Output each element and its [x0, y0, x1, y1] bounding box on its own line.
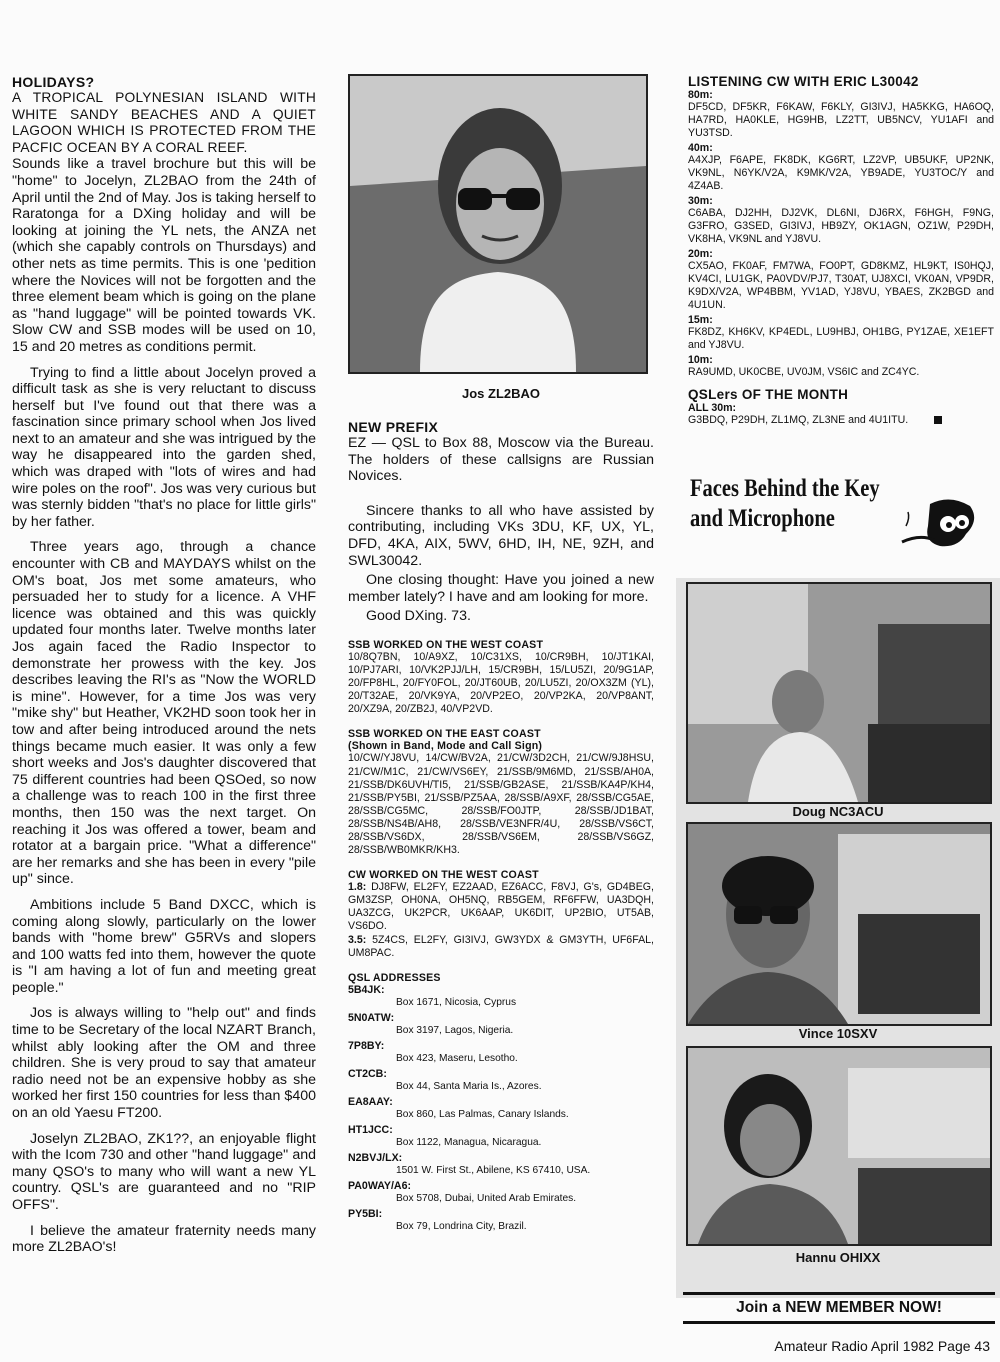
- cw-west-35: [348, 934, 654, 960]
- band-label: 20m:: [688, 248, 713, 260]
- ssb-east-heading: SSB WORKED ON THE EAST COAST: [348, 728, 541, 741]
- band-label: 3.5:: [348, 933, 367, 946]
- photo-doug: [686, 582, 992, 804]
- cw-west-18: [348, 881, 654, 933]
- new-prefix-heading: NEW PREFIX: [348, 419, 439, 435]
- qsl-address: Box 1671, Nicosia, Cyprus: [396, 996, 517, 1008]
- photo-hannu: [686, 1046, 992, 1246]
- qslers-heading: QSLers OF THE MONTH: [688, 387, 849, 402]
- band-label: 80m:: [688, 89, 713, 101]
- qsl-call: EA8AAY:: [348, 1095, 393, 1108]
- new-prefix-text: EZ — QSL to Box 88, Moscow via the Bureau. The holders of these callsigns are Russian Novices.: [348, 435, 654, 485]
- qsl-list: [348, 984, 654, 1233]
- photo-image: [688, 1048, 990, 1244]
- band-label: ALL 30m:: [688, 402, 737, 414]
- article-column-left: [12, 74, 316, 1265]
- band-calls: RA9UMD, UK0CBE, UV0JM, VS6IC and ZC4YC.: [688, 366, 920, 378]
- qsl-address: Box 860, Las Palmas, Canary Islands.: [396, 1108, 569, 1120]
- band-calls: A4XJP, F6APE, FK8DK, KG6RT, LZ2VP, UB5UKF, UP2NK, VK9NL, N6YK/V2A, K9MK/V2A, YB9ADE, YU3TOC/Y and 4Z4AB.: [688, 154, 994, 192]
- paragraph-4: Ambitions include 5 Band DXCC, which is coming along slowly, particularly on the lower bands with "home brew" G5RVs and slopers and 100 watts fed into them, however the quote is "I am having a lot of fun and meeting great people.": [12, 896, 316, 996]
- qslers-calls: G3BDQ, P29DH, ZL1MQ, ZL3NE and 4U1ITU.: [688, 414, 909, 426]
- faces-title: [690, 474, 990, 574]
- cw-west-18-calls: DJ8FW, EL2FY, EZ2AAD, EZ6ACC, F8VJ, G's, GD4BEG, GM3ZSP, OH0NA, OH5NQ, RB5GEM, RF6FFW, UA3DQH, UA3ZCG, UK2PCR, UK6AAP, UK6DIT, UP2BIO, UT5AB, VS6DO.: [348, 881, 654, 933]
- qsl-address: Box 423, Maseru, Lesotho.: [396, 1052, 518, 1064]
- end-mark-icon: [934, 416, 942, 424]
- photo-gallery: [676, 578, 1000, 1298]
- ssb-west-heading: SSB WORKED ON THE WEST COAST: [348, 638, 544, 651]
- intro-paragraph: Sounds like a travel brochure but this will be "home" to Jocelyn, ZL2BAO from the 24th of April until the 2nd of May. Jos is taking herself to Raratonga for a DXing holiday and will be looking at joining the YL nets, the ANZA net (which she capably controls on Thursdays) and other nets as time permits. This is one 'pedition where the Novices will not be forgotten and the three element beam which is going on the plane as "hand luggage" will be pointed towards VK. Slow CW and SSB modes will be used on 10, 15 and 20 metres as conditions permit.: [12, 156, 316, 355]
- join-banner: Join a NEW MEMBER NOW!: [683, 1292, 995, 1324]
- band-calls: CX5AO, FK0AF, FM7WA, FO0PT, GD8KMZ, HL9KT, IS0HQJ, KV4CI, LU1GK, PA0VDV/PJ7, T30AT, UJ8XCI, VK0AN, VP9DR, K9DX/V2A, WP4BBM, YV1AD, YJ8VU, YBAES, ZK2BGD and 4U1UN.: [688, 260, 994, 311]
- photo-caption: Jos ZL2BAO: [461, 386, 540, 401]
- band-calls: FK8DZ, KH6KV, KP4EDL, LU9HBJ, OH1BG, PY1ZAE, XE1EFT and YJ8VU.: [688, 326, 994, 351]
- ssb-west-list: 10/8Q7BN, 10/A9XZ, 10/C31XS, 10/CR9BH, 10/JT1KAI, 10/PJ7ARI, 10/VK2PJJ/LH, 15/CR9BH, 15/LU5ZI, 20/9G1AP, 20/FP8HL, 20/FY0FOL, 20/JT60UB, 20/LU5ZI, 20/OX3ZM (YL), 20/T32AE, 20/VK9YA, 20/VP2EO, 20/VP2KA, 20/VP8ANT, 20/XZ9A, 20/ZB2J, 40/VP2VD.: [348, 650, 654, 716]
- qsl-call: PA0WAY/A6:: [348, 1179, 411, 1192]
- qsl-heading: QSL ADDRESSES: [348, 971, 441, 984]
- qsl-call: 5B4JK:: [348, 983, 385, 996]
- qsl-address: Box 3197, Lagos, Nigeria.: [396, 1024, 514, 1036]
- qsl-address: Box 79, Londrina City, Brazil.: [396, 1220, 527, 1232]
- closing-text: One closing thought: Have you joined a new member lately? I have and am looking for more.: [348, 572, 654, 605]
- ssb-east-list: 10/CW/YJ8VU, 14/CW/BV2A, 21/CW/3D2CH, 21/CW/9J8HSU, 21/CW/M1C, 21/CW/VS6EY, 21/SSB/9M6MD, 21/SSB/AH0A, 21/SSB/DK6UVH/TI5, 21/SSB/GB2ASE, 21/SSB/KA4P/KH4, 21/SSB/PY5BI, 21/SSB/PZ5AA, 28/SSB/A9XF, 28/SSB/CG5AE, 28/SSB/CG5MC, 28/SSB/FO0JTP, 28/SSB/JD1BAT, 28/SSB/NS4B/AH8, 28/SSB/VE3NFR/4U, 28/SSB/VS6CT, 28/SSB/VS6DX, 28/SSB/VS6EM, 28/SSB/VS6GZ, 28/SSB/WB0MKR/KH3.: [348, 752, 654, 857]
- paragraph-7: I believe the amateur fraternity needs many more ZL2BAO's!: [12, 1222, 316, 1256]
- band-calls: DF5CD, DF5KR, F6KAW, F6KLY, GI3IVJ, HA5KKG, HA6OQ, HA7RD, HA0KLE, HG9HB, LZ2TT, UB5NCV, YU1AFI and YU3TSD.: [688, 101, 994, 139]
- qsl-call: HT1JCC:: [348, 1123, 393, 1136]
- ssb-east-subheading: (Shown in Band, Mode and Call Sign): [348, 740, 543, 753]
- qsl-address: Box 1122, Managua, Nicaragua.: [396, 1136, 542, 1148]
- cartoon-mascot-icon: [900, 496, 982, 556]
- listening-cw-heading: LISTENING CW WITH ERIC L30042: [688, 74, 919, 89]
- photo-image: [688, 584, 990, 802]
- photo-vince: [686, 822, 992, 1026]
- qsl-call: PY5BI:: [348, 1207, 383, 1220]
- paragraph-2: Trying to find a little about Jocelyn proved a difficult task as she is very reluctant to discuss herself but I've found out that there was a fascination since primary school when Jos lived next to an amateur and she was intrigued by the way he disappeared into the garden shed, which was draped with "lots of wires and had wire poles on the roof". Jos was very curious but was sternly bidden "that's no place for little girls" by her father.: [12, 364, 316, 530]
- paragraph-6: Joselyn ZL2BAO, ZK1??, an enjoyable flight with the Icom 730 and other "hand luggage" and many QSO's to many who will want a new YL country. QSL's are guaranteed and no "RIP OFFS".: [12, 1130, 316, 1213]
- paragraph-5: Jos is always willing to "help out" and finds time to be Secretary of the local NZART Branch, whilst ably looking after the OM and three children. She is very proud to say that amateur radio need not be an expensive hobby as she worked her first 150 countries for less than $400 on an old Yaesu FT200.: [12, 1005, 316, 1122]
- portrait-image: [350, 76, 646, 372]
- band-label: 30m:: [688, 195, 713, 207]
- signoff-text: Good DXing. 73.: [366, 608, 471, 625]
- band-label: 40m:: [688, 142, 713, 154]
- cw-west-heading: CW WORKED ON THE WEST COAST: [348, 869, 539, 882]
- photo-jos: [348, 74, 648, 374]
- qsl-call: 7P8BY:: [348, 1039, 385, 1052]
- band-label: 15m:: [688, 314, 713, 326]
- faces-title-line2: and Microphone: [690, 505, 835, 532]
- cw-west-35-calls: 5Z4CS, EL2FY, GI3IVJ, GW3YDX & GM3YTH, UF6FAL, UM8PAC.: [348, 933, 654, 959]
- qsl-call: CT2CB:: [348, 1067, 387, 1080]
- qsl-call: N2BVJ/LX:: [348, 1151, 403, 1164]
- band-calls: C6ABA, DJ2HH, DJ2VK, DL6NI, DJ6RX, F6HGH, F9NG, G3FRO, G3SED, GI3IVJ, HB9ZY, OK1AGN, OZ1W, P29DH, VK8HA, VK9NL and YJ8VU.: [688, 207, 994, 245]
- qsl-address: Box 5708, Dubai, United Arab Emirates.: [396, 1192, 577, 1204]
- article-column-middle: [348, 74, 654, 1236]
- paragraph-3: Three years ago, through a chance encounter with CB and MAYDAYS whilst on the OM's boat, Jos met some amateurs, who persuaded her to study for a licence. A VHF licence was obtained and this was quickly updated four months later. Twelve months later Jos again faced the Radio Inspector to demonstrate her prowess with the key. Jos describes leaving the RI's as "Now the WORLD is mine". However, for a time Jos was very "mike shy" but Heather, VK2HD soon took her in tow and after being introduced around the nets things became much easier. It was only a few short weeks and Jos's daughter discovered that 75 different countries had been QSOed, so now a challenge was to reach 100 in the first three months, then 150 was the next target. On reaching it Jos was offered a tower, beam and rotator at a bargain price. "What a difference" are her remarks and she has been in every "pile up" since.: [12, 539, 316, 888]
- holidays-heading: HOLIDAYS?: [12, 74, 95, 90]
- page-footer: Amateur Radio April 1982 Page 43: [774, 1338, 990, 1354]
- photo-caption: Vince 10SXV: [798, 1026, 878, 1041]
- article-column-right: [688, 74, 994, 429]
- band-label: 10m:: [688, 354, 713, 366]
- photo-image: [688, 824, 990, 1024]
- qsl-address: 1501 W. First St., Abilene, KS 67410, USA.: [396, 1164, 591, 1176]
- qsl-address: Box 44, Santa Maria Is., Azores.: [396, 1080, 542, 1092]
- qsl-call: 5N0ATW:: [348, 1011, 395, 1024]
- intro-caps: A TROPICAL POLYNESIAN ISLAND WITH WHITE SANDY BEACHES AND A QUIET LAGOON WHICH IS PROTECTED FROM THE PACFIC OCEAN BY A CORAL REEF.: [12, 90, 316, 155]
- qslers-list: [688, 414, 994, 427]
- photo-caption: Hannu OHIXX: [795, 1250, 881, 1265]
- faces-title-line1: Faces Behind the Key: [690, 475, 880, 502]
- photo-caption: Doug NC3ACU: [792, 804, 884, 819]
- band-label: 1.8:: [348, 881, 367, 894]
- thanks-text: Sincere thanks to all who have assisted by contributing, including VKs 3DU, KF, UX, YL, DFD, 4KA, AIX, 5WV, 6HD, IH, NE, 9ZH, and SWL30042.: [348, 502, 654, 569]
